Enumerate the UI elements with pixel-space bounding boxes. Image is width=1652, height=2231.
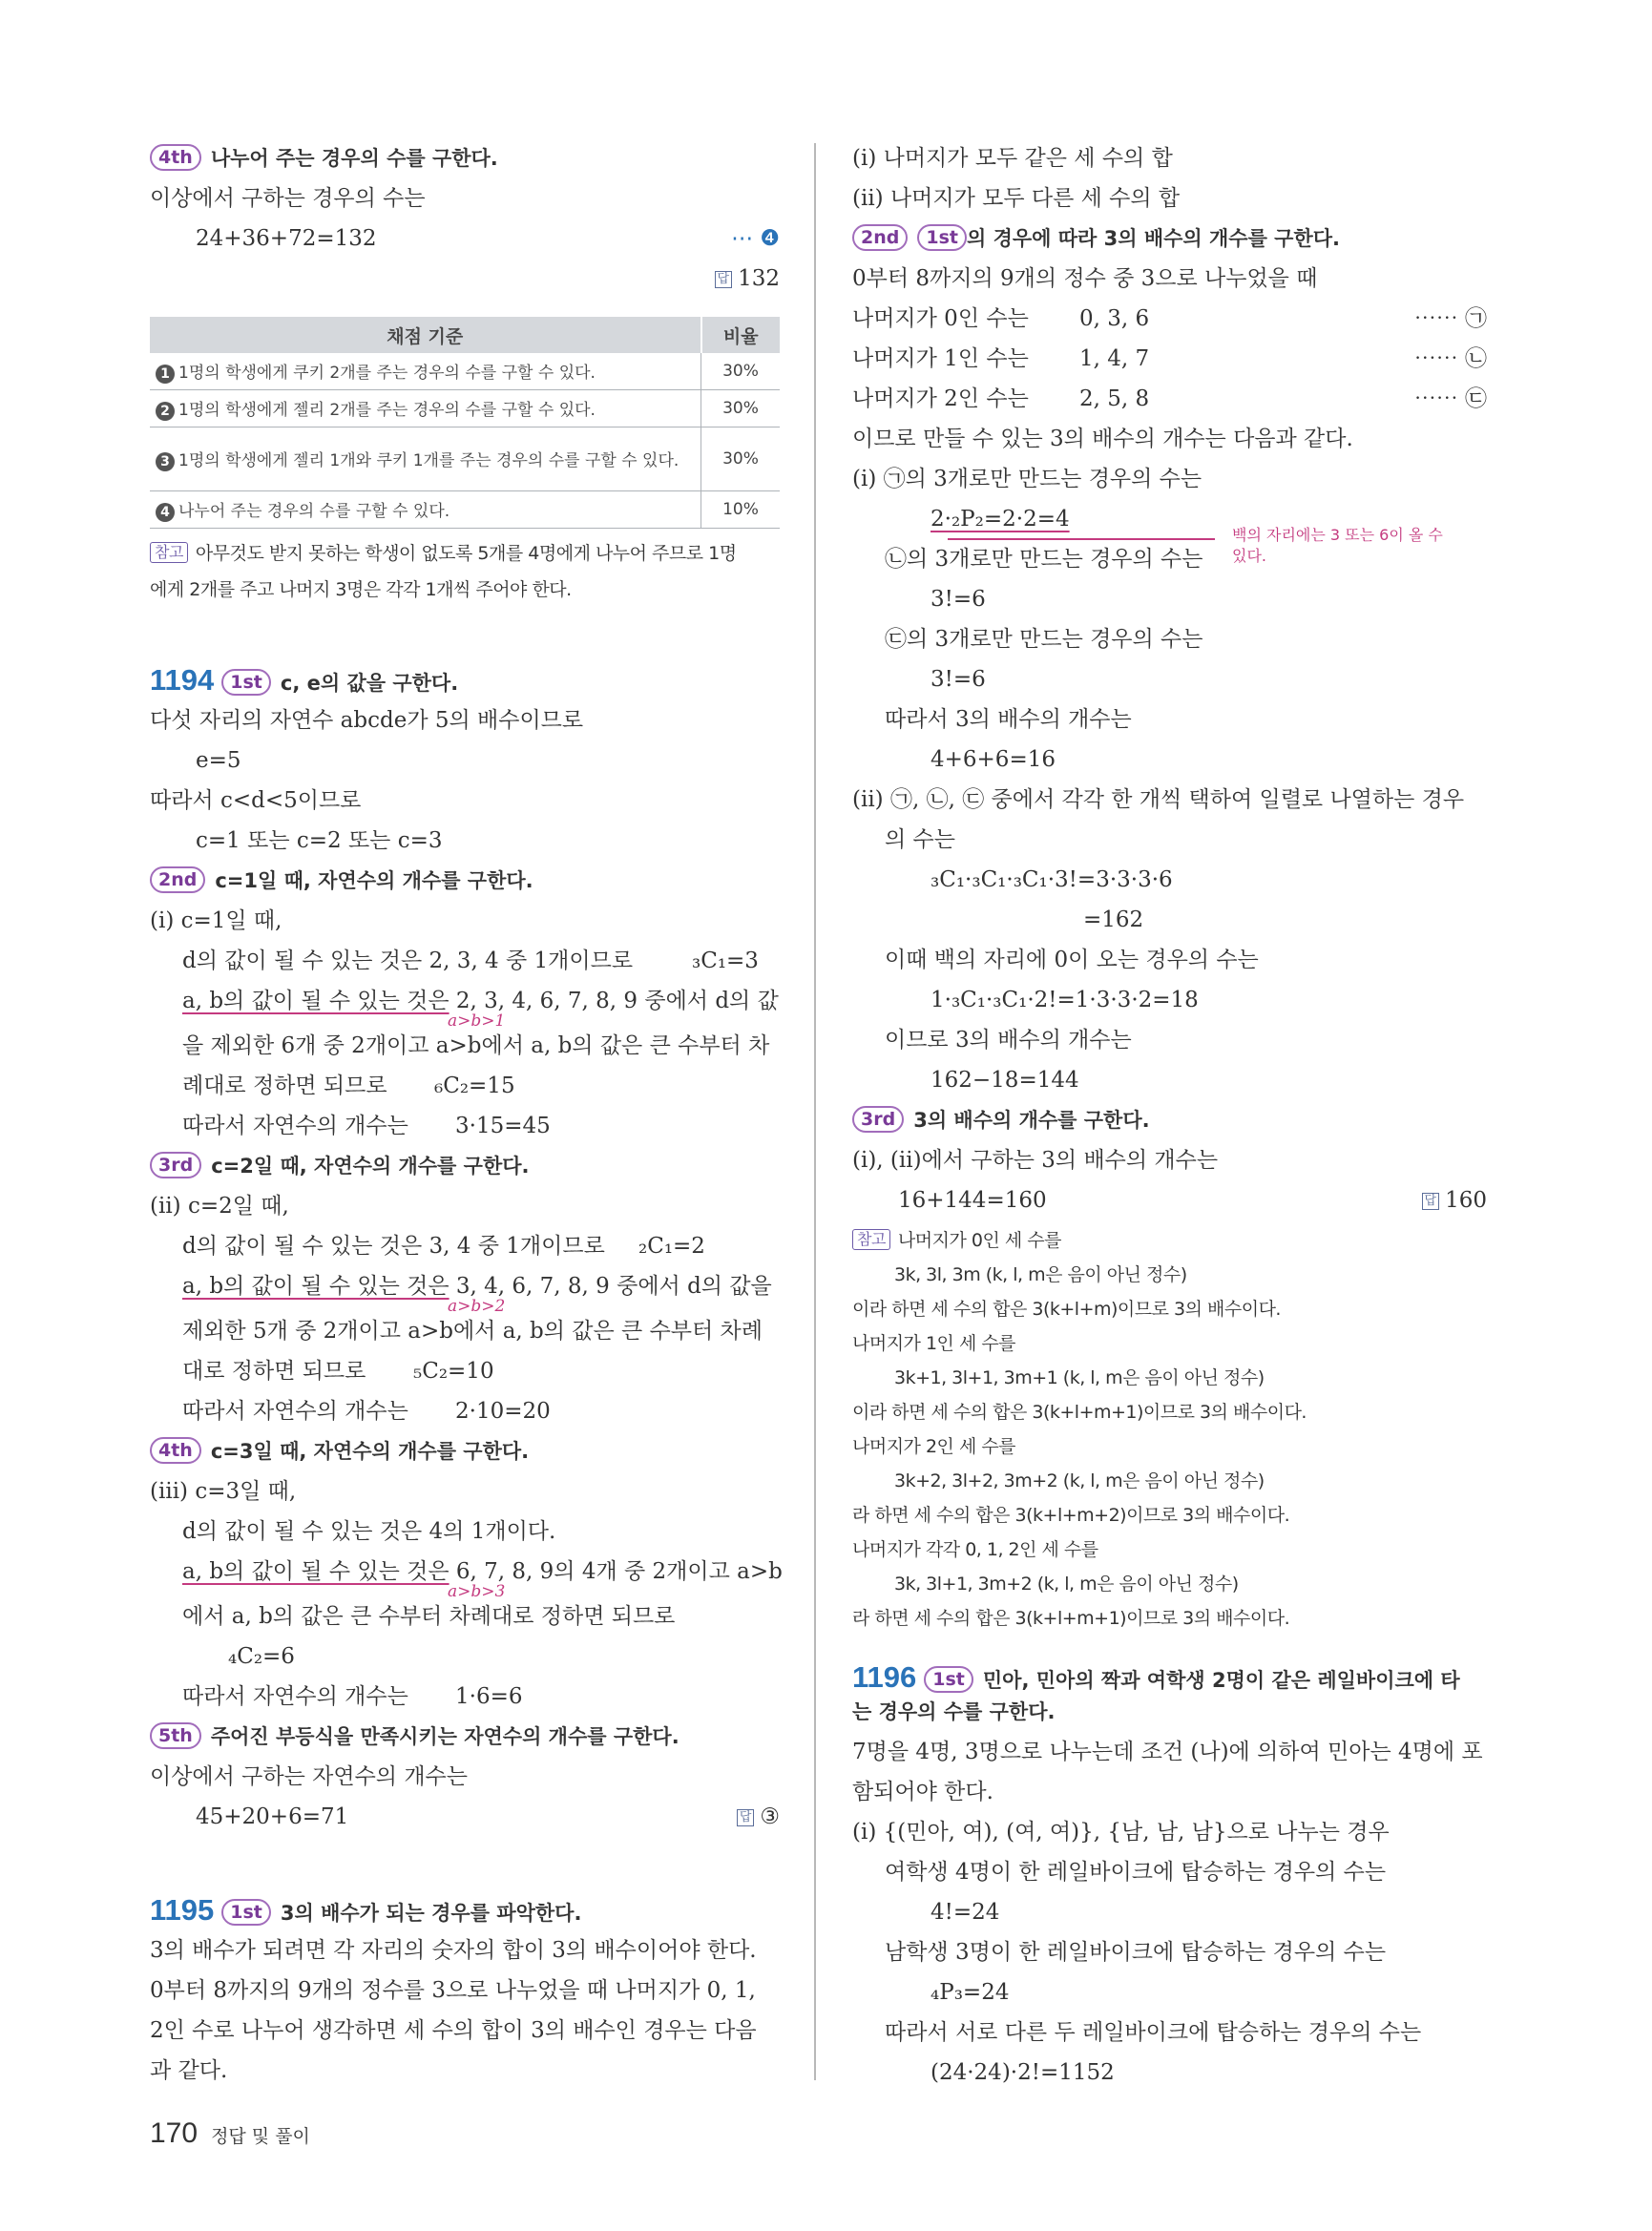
row-number: 4: [156, 503, 175, 522]
text-line: 여학생 4명이 한 레일바이크에 탑승하는 경우의 수는: [885, 1860, 1387, 1885]
answer-line: [1422, 1185, 1487, 1216]
text-line: 다섯 자리의 자연수 abcde가 5의 배수이므로: [150, 708, 584, 733]
row-criteria: 1명의 학생에게 젤리 1개와 쿠키 1개를 주는 경우의 수를 구할 수 있다.: [178, 451, 680, 470]
value-list: 1, 4, 7: [1079, 346, 1150, 371]
text-line: 따라서 자연수의 개수는: [182, 1684, 408, 1709]
step-line: [150, 143, 498, 174]
text-line: ㉡의 3개로만 만드는 경우의 수는: [885, 547, 1203, 572]
text-line: 따라서 c<d<5이므로: [150, 788, 362, 813]
underlined-text: a, b의 값이 될 수 있는 것은: [182, 989, 450, 1013]
table-header-rate: 비율: [701, 317, 781, 353]
note-label: 참고: [150, 542, 188, 563]
note-line: 이라 하면 세 수의 합은 3(k+l+m)이므로 3의 배수이다.: [852, 1299, 1281, 1320]
equation: 2·10=20: [455, 1399, 551, 1424]
value-list: 2, 5, 8: [1079, 386, 1150, 411]
step-line: [150, 1151, 530, 1181]
text-line: d의 값이 될 수 있는 것은 3, 4 중 1개이므로: [182, 1234, 605, 1259]
answer-icon: 답: [715, 271, 733, 288]
step-description: 의 경우에 따라 3의 배수의 개수를 구한다.: [966, 227, 1341, 250]
row-criteria: 나누어 주는 경우의 수를 구할 수 있다.: [178, 502, 450, 521]
equation: 3!=6: [931, 587, 986, 612]
step-badge: 2nd: [150, 866, 205, 893]
answer-value: 160: [1445, 1188, 1487, 1213]
step-description: 나누어 주는 경우의 수를 구한다.: [210, 147, 498, 170]
step-badge: 4th: [150, 1437, 201, 1464]
text-line: 나머지가 2인 수는: [852, 386, 1029, 411]
page-footer: [150, 2117, 310, 2150]
side-note: 백의 자리에는 3 또는 6이 올 수 있다.: [1232, 526, 1443, 565]
label-marker: ⋯⋯ ㉠: [1413, 306, 1487, 331]
inequality-annotation: a>b>3: [448, 1582, 506, 1601]
step-description: 민아, 민아의 짝과 여학생 2명이 같은 레일바이크에 타: [982, 1669, 1460, 1692]
step-line: [852, 223, 1340, 254]
underlined-text: a, b의 값이 될 수 있는 것은: [182, 1559, 450, 1584]
grading-table: [150, 317, 780, 529]
text-line: a, b의 값이 될 수 있는 것은 3, 4, 6, 7, 8, 9 중에서 d의 값을: [182, 1274, 772, 1299]
problem-heading: [150, 665, 458, 698]
problem-heading: [852, 1662, 1460, 1696]
note-line: 나머지가 각각 0, 1, 2인 세 수를: [852, 1539, 1098, 1560]
equation: 4+6+6=16: [931, 747, 1056, 772]
step-description: c=2일 때, 자연수의 개수를 구한다.: [211, 1155, 530, 1178]
note-line: 참고 나머지가 0인 세 수를: [852, 1225, 1061, 1256]
equation: 24+36+72=132: [196, 226, 377, 251]
note-line: 나머지가 2인 세 수를: [852, 1436, 1016, 1457]
equation: ₄P₃=24: [931, 1980, 1010, 2005]
text-line: 에서 a, b의 값은 큰 수부터 차례대로 정하면 되므로: [182, 1604, 676, 1629]
text-line: 제외한 5개 중 2개이고 a>b에서 a, b의 값은 큰 수부터 차례: [182, 1319, 763, 1344]
problem-number: 1194: [150, 663, 215, 697]
step-description: 3의 배수의 개수를 구한다.: [913, 1109, 1150, 1132]
equation: 162−18=144: [931, 1068, 1079, 1093]
step-description: c=1일 때, 자연수의 개수를 구한다.: [215, 869, 533, 892]
text-line: 남학생 3명이 한 레일바이크에 탑승하는 경우의 수는: [885, 1940, 1387, 1965]
text-line: d의 값이 될 수 있는 것은 4의 1개이다.: [182, 1519, 556, 1544]
text-line: (ⅰ) {(민아, 여), (여, 여)}, {남, 남, 남}으로 나누는 경우: [852, 1820, 1390, 1845]
table-row: [150, 491, 780, 529]
equation: ₃C₁·₃C₁·₃C₁·3!=3·3·3·6: [931, 867, 1173, 892]
text-line: 대로 정하면 되므로: [182, 1359, 366, 1384]
equation: =162: [1083, 907, 1144, 932]
step-description: 3의 배수가 되는 경우를 파악한다.: [280, 1902, 582, 1925]
equation: (24·24)·2!=1152: [931, 2060, 1115, 2085]
note-line: 이라 하면 세 수의 합은 3(k+l+m+1)이므로 3의 배수이다.: [852, 1402, 1307, 1423]
text-line: (ⅱ) c=2일 때,: [150, 1194, 289, 1219]
step-description: c, e의 값을 구한다.: [280, 672, 459, 695]
note-equation: 3k, 3l, 3m (k, l, m은 음이 아닌 정수): [894, 1264, 1187, 1285]
step-line: [150, 865, 533, 896]
table-row: [150, 427, 780, 491]
text-line: a, b의 값이 될 수 있는 것은 2, 3, 4, 6, 7, 8, 9 중에서 d의 값: [182, 989, 779, 1013]
text-line: 이상에서 구하는 자연수의 개수는: [150, 1764, 468, 1789]
step-badge: 5th: [150, 1722, 201, 1749]
text-line: 0부터 8까지의 9개의 정수 중 3으로 나누었을 때: [852, 266, 1318, 291]
step-badge: 2nd: [852, 224, 908, 251]
equation: ₂C₁=2: [638, 1234, 705, 1259]
answer-line: [715, 263, 780, 294]
equation: 2·₂P₂=2·2=4: [931, 507, 1070, 532]
step-badge: 1st: [917, 224, 967, 251]
text-line: (ⅰ) ㉠의 3개로만 만드는 경우의 수는: [852, 467, 1202, 491]
equation: ₅C₂=10: [413, 1359, 494, 1384]
label-marker: ⋯⋯ ㉢: [1413, 386, 1487, 411]
note-line: 라 하면 세 수의 합은 3(k+l+m+1)이므로 3의 배수이다.: [852, 1608, 1290, 1629]
problem-heading: [150, 1895, 581, 1929]
table-row: [150, 353, 780, 390]
equation: e=5: [196, 748, 241, 773]
text-line: 나머지가 1인 수는: [852, 346, 1029, 371]
step-line: [150, 1721, 680, 1752]
footer-label: 정답 및 풀이: [211, 2126, 310, 2147]
row-rate: 30%: [701, 353, 781, 390]
row-rate: 10%: [701, 491, 781, 529]
equation: 3·15=45: [455, 1114, 551, 1138]
text-line: ㉢의 3개로만 만드는 경우의 수는: [885, 627, 1203, 652]
text-line: d의 값이 될 수 있는 것은 2, 3, 4 중 1개이므로: [182, 949, 634, 973]
text-line: 이므로 만들 수 있는 3의 배수의 개수는 다음과 같다.: [852, 427, 1353, 451]
equation: 4!=24: [931, 1900, 1000, 1925]
equation: 3!=6: [931, 667, 986, 692]
text-line: 과 같다.: [150, 2058, 228, 2083]
text-line: 이므로 3의 배수의 개수는: [885, 1028, 1132, 1053]
text-line: 3의 배수가 되려면 각 자리의 숫자의 합이 3의 배수이어야 한다.: [150, 1938, 757, 1963]
problem-number: 1196: [852, 1660, 917, 1694]
note-label: 참고: [852, 1229, 890, 1250]
problem-number: 1195: [150, 1893, 215, 1927]
text-line: 0부터 8까지의 9개의 정수를 3으로 나누었을 때 나머지가 0, 1,: [150, 1978, 756, 2003]
text-line: 이상에서 구하는 경우의 수는: [150, 186, 426, 211]
equation: 1·6=6: [455, 1684, 523, 1709]
equation: 16+144=160: [898, 1188, 1047, 1213]
note-line: 라 하면 세 수의 합은 3(k+l+m+2)이므로 3의 배수이다.: [852, 1505, 1290, 1526]
row-criteria: 1명의 학생에게 쿠키 2개를 주는 경우의 수를 구할 수 있다.: [178, 364, 596, 383]
step-badge: 1st: [221, 1899, 271, 1926]
answer-value: ③: [760, 1804, 780, 1829]
equation: c=1 또는 c=2 또는 c=3: [196, 828, 443, 853]
step-badge: 3rd: [852, 1106, 904, 1133]
step-line: [150, 1436, 529, 1467]
answer-icon: 답: [1422, 1193, 1440, 1210]
step-badge: 1st: [924, 1666, 973, 1693]
answer-icon: 답: [737, 1809, 755, 1826]
equation: 45+20+6=71: [196, 1804, 349, 1829]
text-line: 의 수는: [885, 827, 955, 852]
text-line: 7명을 4명, 3명으로 나누는데 조건 (나)에 의하여 민아는 4명에 포: [852, 1740, 1483, 1764]
answer-line: [737, 1802, 780, 1832]
text-line: 따라서 자연수의 개수는: [182, 1399, 408, 1424]
page-number: 170: [150, 2117, 199, 2149]
inequality-annotation: a>b>1: [448, 1011, 506, 1031]
label-marker: ⋯⋯ ㉡: [1413, 346, 1487, 371]
step-line: [852, 1105, 1150, 1136]
text-line: a, b의 값이 될 수 있는 것은 6, 7, 8, 9의 4개 중 2개이고 a>b: [182, 1559, 783, 1584]
row-number: 2: [156, 402, 175, 421]
table-header-criteria: 채점 기준: [150, 317, 701, 353]
table-row: [150, 390, 780, 427]
step-marker: ⋯ ❹: [731, 226, 780, 251]
text-line: 함되어야 한다.: [852, 1780, 993, 1804]
note-equation: 3k+1, 3l+1, 3m+1 (k, l, m은 음이 아닌 정수): [894, 1367, 1265, 1388]
text-line: 따라서 3의 배수의 개수는: [885, 707, 1132, 732]
note-equation: 3k, 3l+1, 3m+2 (k, l, m은 음이 아닌 정수): [894, 1574, 1239, 1595]
annotation-line: [948, 538, 1215, 540]
step-badge: 3rd: [150, 1152, 201, 1178]
text-line: 2인 수로 나누어 생각하면 세 수의 합이 3의 배수인 경우는 다음: [150, 2018, 757, 2043]
text-line: 따라서 자연수의 개수는: [182, 1114, 408, 1138]
step-description: 주어진 부등식을 만족시키는 자연수의 개수를 구한다.: [210, 1725, 680, 1748]
text-line: (ⅱ) ㉠, ㉡, ㉢ 중에서 각각 한 개씩 택하여 일렬로 나열하는 경우: [852, 787, 1465, 812]
step-description: c=3일 때, 자연수의 개수를 구한다.: [210, 1440, 530, 1463]
text-line: 이때 백의 자리에 0이 오는 경우의 수는: [885, 948, 1259, 972]
answer-value: 132: [738, 266, 780, 291]
note-equation: 3k+2, 3l+2, 3m+2 (k, l, m은 음이 아닌 정수): [894, 1470, 1265, 1491]
text-line: (ⅰ), (ⅱ)에서 구하는 3의 배수의 개수는: [852, 1148, 1219, 1173]
text-line: (ⅰ) c=1일 때,: [150, 908, 282, 933]
row-rate: 30%: [701, 427, 781, 491]
text-line: 나머지가 0인 수는: [852, 306, 1029, 331]
text-line: (ⅲ) c=3일 때,: [150, 1479, 297, 1504]
row-number: 3: [156, 452, 175, 471]
note-line: 나머지가 1인 세 수를: [852, 1333, 1016, 1354]
equation: ₃C₁=3: [692, 949, 759, 973]
inequality-annotation: a>b>2: [448, 1297, 506, 1316]
step-description-cont: 는 경우의 수를 구한다.: [852, 1700, 1056, 1723]
note-line: 에게 2개를 주고 나머지 3명은 각각 1개씩 주어야 한다.: [150, 579, 572, 600]
equation: ₆C₂=15: [434, 1074, 515, 1098]
note-line: 참고 아무것도 받지 못하는 학생이 없도록 5개를 4명에게 나누어 주므로 1명: [150, 538, 737, 569]
text-line: (ⅱ) 나머지가 모두 다른 세 수의 합: [852, 186, 1181, 211]
equation: ₄C₂=6: [228, 1644, 295, 1669]
text-line: 례대로 정하면 되므로: [182, 1074, 387, 1098]
value-list: 0, 3, 6: [1079, 306, 1150, 331]
row-criteria: 1명의 학생에게 젤리 2개를 주는 경우의 수를 구할 수 있다.: [178, 401, 596, 420]
underlined-text: a, b의 값이 될 수 있는 것은: [182, 1274, 450, 1299]
equation: 1·₃C₁·₃C₁·2!=1·3·3·2=18: [931, 988, 1199, 1012]
row-rate: 30%: [701, 390, 781, 427]
column-divider: [814, 143, 816, 2080]
step-badge: 1st: [221, 669, 271, 696]
row-number: 1: [156, 365, 175, 384]
text-line: (ⅰ) 나머지가 모두 같은 세 수의 합: [852, 146, 1173, 171]
text-line: 을 제외한 6개 중 2개이고 a>b에서 a, b의 값은 큰 수부터 차: [182, 1033, 770, 1058]
text-line: 따라서 서로 다른 두 레일바이크에 탑승하는 경우의 수는: [885, 2020, 1422, 2045]
step-badge: 4th: [150, 144, 201, 171]
